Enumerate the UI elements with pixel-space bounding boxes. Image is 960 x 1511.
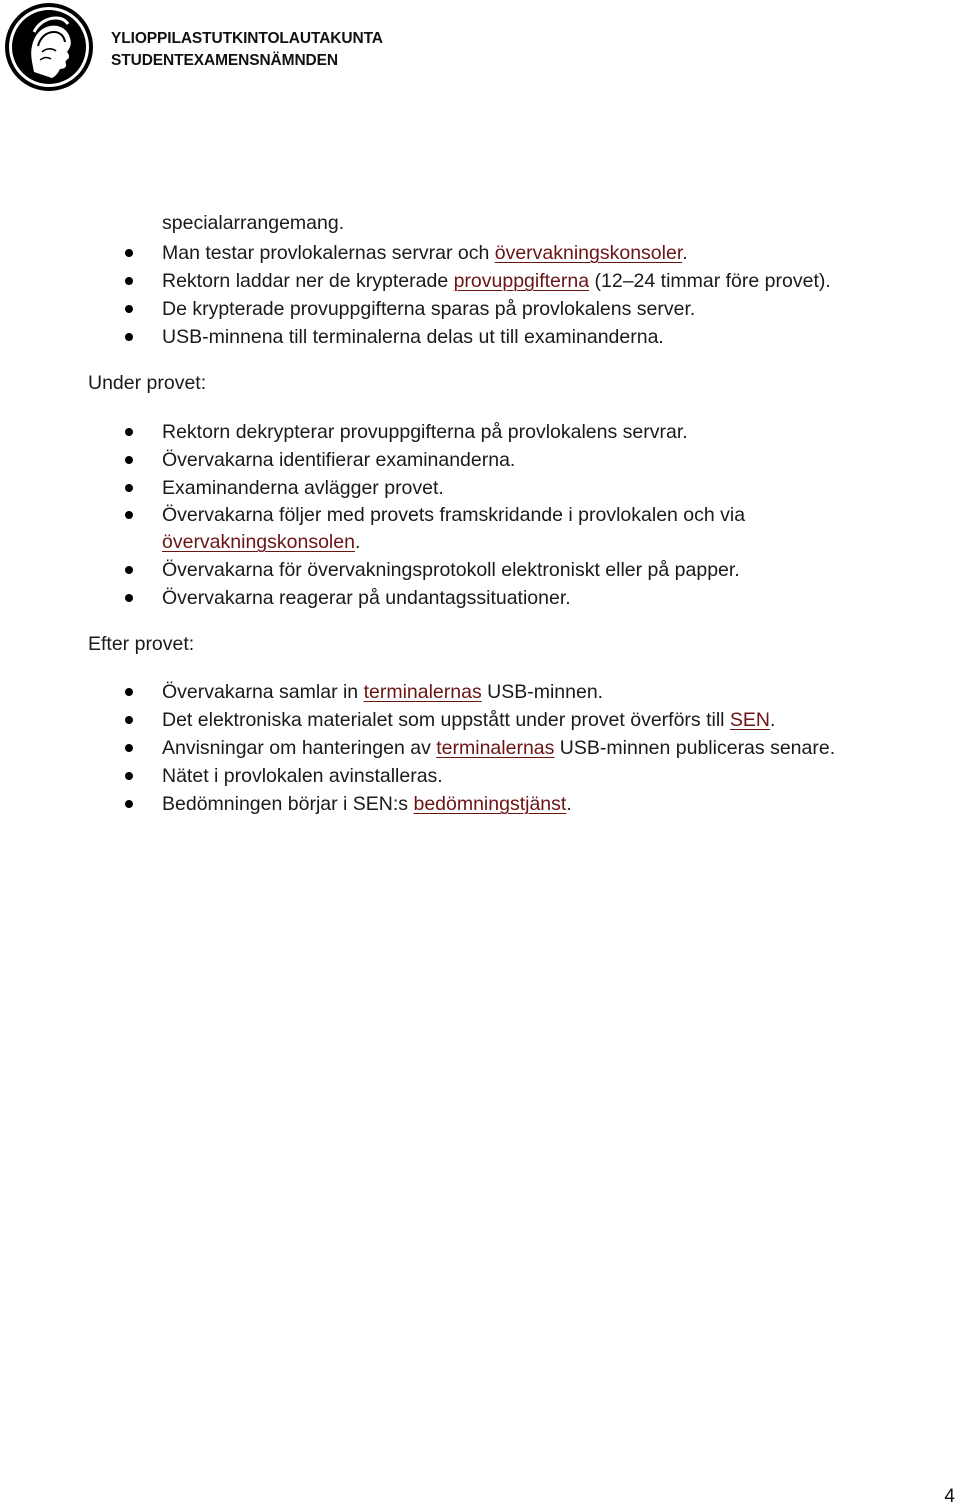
list-item-text: . [770, 709, 776, 731]
link-terminalernas-2[interactable]: terminalernas [436, 737, 555, 759]
link-overvakningskonsoler[interactable]: övervakningskonsoler [494, 242, 683, 264]
section-heading-during: Under provet: [88, 372, 207, 394]
page-number: 4 [944, 1486, 955, 1507]
page-header [4, 2, 424, 92]
link-overvakningskonsolen[interactable]: övervakningskonsolen [162, 531, 355, 553]
list-item: Rektorn dekrypterar provuppgifterna på provlokalens servrar. [162, 421, 688, 443]
bullet-icon [125, 800, 133, 808]
list-item-text: Övervakarna samlar in [162, 681, 364, 703]
bullet-icon [125, 772, 133, 780]
link-bedomningstjanst[interactable]: bedömningstjänst [413, 793, 567, 815]
bullet-icon [125, 688, 133, 696]
list-item-text: USB-minnen publiceras senare. [554, 737, 836, 759]
bullet-icon [125, 305, 133, 313]
list-item-text: Det elektroniska materialet som uppstått under provet överförs till [162, 709, 730, 731]
bullet-icon [125, 277, 133, 285]
section-heading-after: Efter provet: [88, 633, 195, 655]
list-item-text: . [354, 531, 361, 553]
list-item-text: . [682, 242, 688, 264]
list-item-continuation [162, 528, 360, 556]
list-item-text: Bedömningen börjar i SEN:s [162, 793, 414, 815]
list-item-text: (12–24 timmar före provet). [589, 270, 831, 292]
link-terminalernas[interactable]: terminalernas [363, 681, 482, 703]
organization-name [111, 28, 383, 72]
bullet-icon [125, 333, 133, 341]
list-item: Examinanderna avlägger provet. [162, 477, 444, 499]
list-item: Övervakarna reagerar på undantagssituationer. [162, 587, 571, 609]
matriculation-board-logo-icon [4, 2, 94, 92]
list-item: USB-minnena till terminalerna delas ut till examinanderna. [162, 326, 664, 348]
list-item: Nätet i provlokalen avinstalleras. [162, 765, 443, 787]
bullet-icon [125, 594, 133, 602]
bullet-icon [125, 484, 133, 492]
list-item: Övervakarna identifierar examinanderna. [162, 449, 516, 471]
list-item: Övervakarna för övervakningsprotokoll elektroniskt eller på papper. [162, 559, 740, 581]
list-item [162, 706, 775, 734]
list-item-text: Anvisningar om hanteringen av [162, 737, 437, 759]
list-item [162, 239, 688, 267]
list-item [162, 678, 603, 706]
list-item [162, 267, 831, 295]
list-item: Övervakarna följer med provets framskridande i provlokalen och via [162, 504, 746, 526]
list-item-text: Man testar provlokalernas servrar och [162, 242, 495, 264]
bullet-icon [125, 249, 133, 257]
bullet-icon [125, 511, 133, 519]
list-item-text: Rektorn laddar ner de krypterade [162, 270, 454, 292]
bullet-icon [125, 744, 133, 752]
list-item-text: . [566, 793, 572, 815]
organization-name-swedish: STUDENTEXAMENSNÄMNDEN [111, 52, 338, 69]
continuation-text: specialarrangemang. [162, 212, 345, 234]
list-item: De krypterade provuppgifterna sparas på provlokalens server. [162, 298, 696, 320]
bullet-icon [125, 566, 133, 574]
link-provuppgifterna[interactable]: provuppgifterna [453, 270, 590, 292]
link-sen[interactable]: SEN [729, 709, 771, 731]
bullet-icon [125, 716, 133, 724]
list-item-text: USB-minnen. [481, 681, 604, 703]
list-item [162, 734, 835, 762]
organization-name-finnish: YLIOPPILASTUTKINTOLAUTAKUNTA [111, 30, 383, 47]
bullet-icon [125, 456, 133, 464]
list-item [162, 790, 572, 818]
bullet-icon [125, 428, 133, 436]
